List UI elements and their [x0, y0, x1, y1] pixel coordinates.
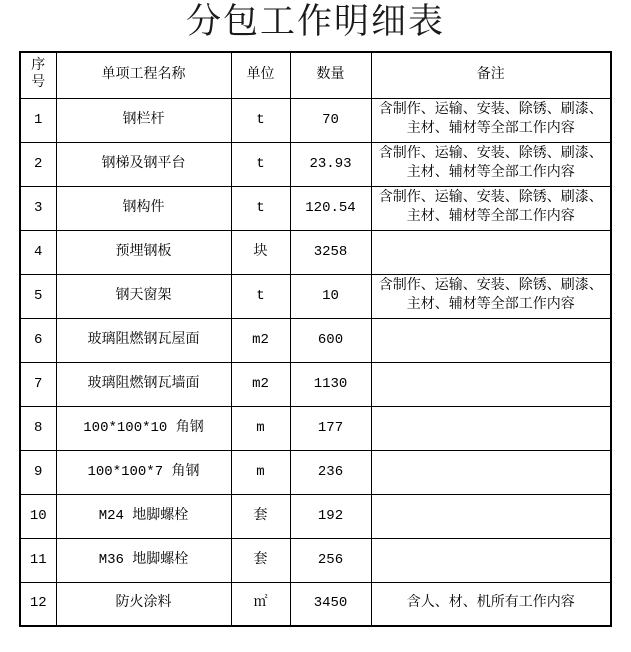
page-title: 分包工作明细表: [185, 2, 445, 42]
serial-number-cell: 1: [20, 98, 56, 142]
serial-number-cell: 12: [20, 582, 56, 626]
table-header: [20, 52, 611, 98]
item-name-cell: 钢构件: [56, 186, 231, 230]
serial-number-cell: 3: [20, 186, 56, 230]
quantity-cell: 1130: [290, 362, 371, 406]
table-row: [20, 538, 611, 582]
table-row: [20, 186, 611, 230]
unit-cell: ㎡: [231, 582, 290, 626]
unit-cell: t: [231, 274, 290, 318]
serial-number-cell: 4: [20, 230, 56, 274]
item-name-cell: 防火涂料: [56, 582, 231, 626]
item-name-cell: 100*100*10 角钢: [56, 406, 231, 450]
table-row: [20, 362, 611, 406]
remark-cell: 含制作、运输、安装、除锈、刷漆、主材、辅材等全部工作内容: [371, 142, 611, 186]
serial-number-cell: 5: [20, 274, 56, 318]
quantity-cell: 600: [290, 318, 371, 362]
quantity-cell: 192: [290, 494, 371, 538]
serial-number-cell: 2: [20, 142, 56, 186]
quantity-cell: 70: [290, 98, 371, 142]
header-unit: 单位: [231, 52, 290, 98]
item-name-cell: 钢天窗架: [56, 274, 231, 318]
table-header-row: [20, 52, 611, 98]
header-remark: 备注: [371, 52, 611, 98]
quantity-cell: 236: [290, 450, 371, 494]
serial-number-cell: 6: [20, 318, 56, 362]
remark-cell: [371, 538, 611, 582]
item-name-cell: 预埋钢板: [56, 230, 231, 274]
serial-number-cell: 7: [20, 362, 56, 406]
table-row: [20, 318, 611, 362]
item-name-cell: 钢栏杆: [56, 98, 231, 142]
table-row: [20, 274, 611, 318]
remark-cell: [371, 406, 611, 450]
remark-cell: [371, 494, 611, 538]
header-serial-number-label: 序号: [31, 58, 46, 92]
table-row: [20, 406, 611, 450]
header-quantity: 数量: [290, 52, 371, 98]
serial-number-cell: 11: [20, 538, 56, 582]
table-row: [20, 230, 611, 274]
subcontract-work-table: [19, 51, 612, 627]
quantity-cell: 3258: [290, 230, 371, 274]
quantity-cell: 3450: [290, 582, 371, 626]
remark-cell: 含人、材、机所有工作内容: [371, 582, 611, 626]
item-name-cell: 玻璃阻燃钢瓦屋面: [56, 318, 231, 362]
unit-cell: t: [231, 142, 290, 186]
quantity-cell: 177: [290, 406, 371, 450]
item-name-cell: M24 地脚螺栓: [56, 494, 231, 538]
quantity-cell: 23.93: [290, 142, 371, 186]
quantity-cell: 256: [290, 538, 371, 582]
unit-cell: m: [231, 406, 290, 450]
unit-cell: 套: [231, 494, 290, 538]
table-row: [20, 142, 611, 186]
unit-cell: m2: [231, 362, 290, 406]
remark-cell: 含制作、运输、安装、除锈、刷漆、主材、辅材等全部工作内容: [371, 98, 611, 142]
serial-number-cell: 8: [20, 406, 56, 450]
unit-cell: 块: [231, 230, 290, 274]
header-item-name: 单项工程名称: [56, 52, 231, 98]
table-row: [20, 450, 611, 494]
item-name-cell: 100*100*7 角钢: [56, 450, 231, 494]
header-serial-number: [20, 52, 56, 98]
serial-number-cell: 9: [20, 450, 56, 494]
remark-cell: [371, 450, 611, 494]
remark-cell: 含制作、运输、安装、除锈、刷漆、主材、辅材等全部工作内容: [371, 186, 611, 230]
table-body: [20, 98, 611, 626]
table-row: [20, 98, 611, 142]
table-row: [20, 582, 611, 626]
unit-cell: t: [231, 98, 290, 142]
unit-cell: m: [231, 450, 290, 494]
quantity-cell: 120.54: [290, 186, 371, 230]
unit-cell: m2: [231, 318, 290, 362]
serial-number-cell: 10: [20, 494, 56, 538]
table-row: [20, 494, 611, 538]
item-name-cell: 玻璃阻燃钢瓦墙面: [56, 362, 231, 406]
remark-cell: [371, 230, 611, 274]
remark-cell: [371, 362, 611, 406]
unit-cell: 套: [231, 538, 290, 582]
item-name-cell: M36 地脚螺栓: [56, 538, 231, 582]
remark-cell: [371, 318, 611, 362]
remark-cell: 含制作、运输、安装、除锈、刷漆、主材、辅材等全部工作内容: [371, 274, 611, 318]
unit-cell: t: [231, 186, 290, 230]
item-name-cell: 钢梯及钢平台: [56, 142, 231, 186]
quantity-cell: 10: [290, 274, 371, 318]
